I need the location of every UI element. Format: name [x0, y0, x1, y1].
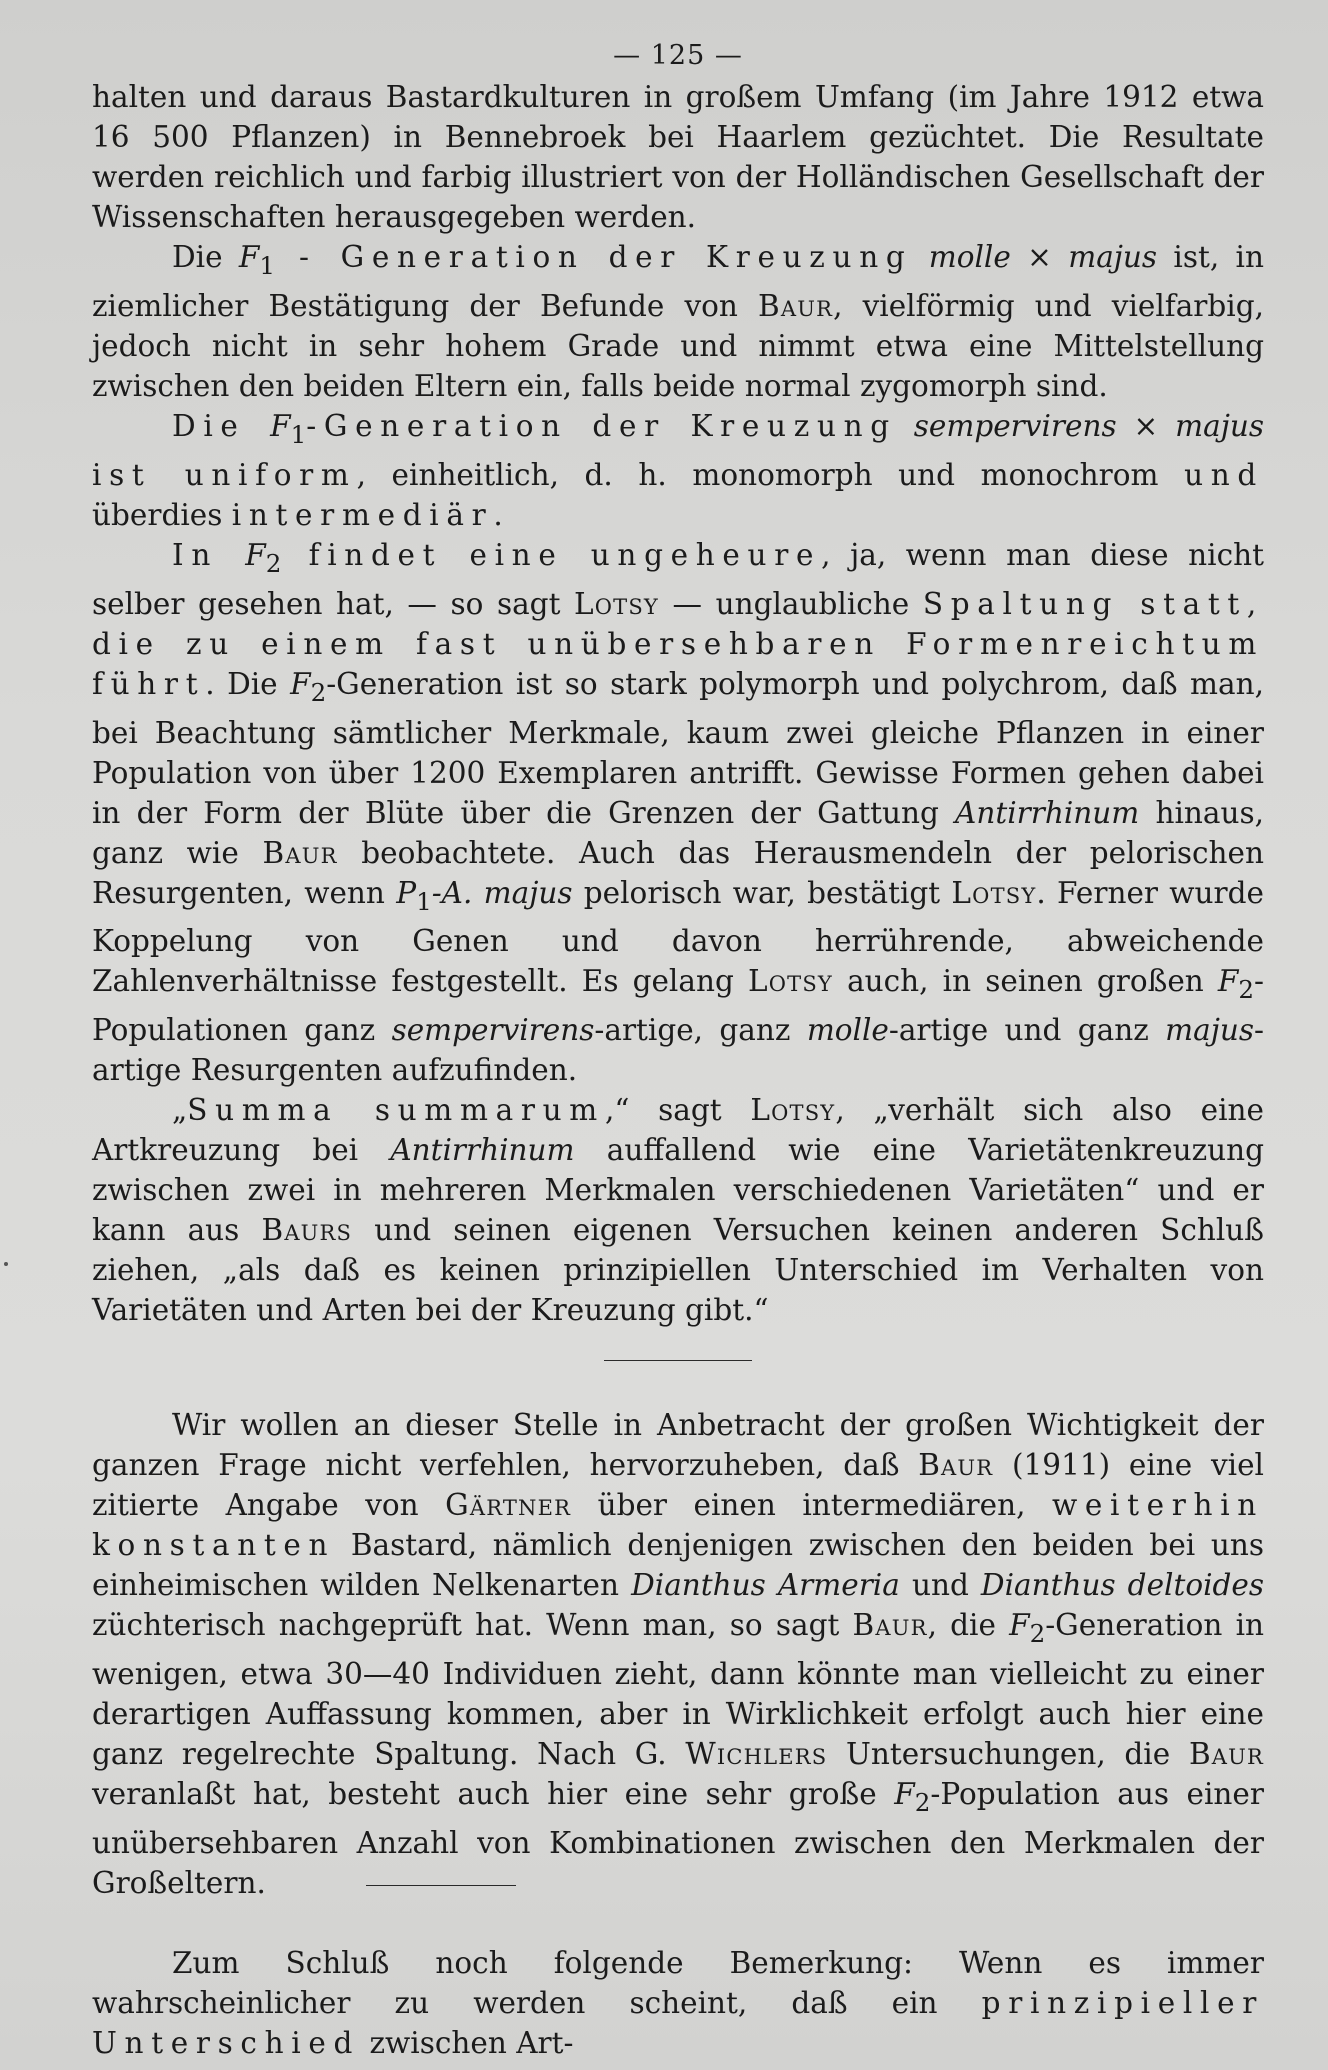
- scan-speck: [4, 1262, 8, 1266]
- paragraph-gap: [92, 1903, 1264, 1943]
- paragraph-4: In $F_2$ findet eine ungeheure, ja, wenn man diese nicht selber gesehen hat, — so sagt Lotsy — unglaubliche Spaltung statt, die zu einem fast unübersehbaren Formenreichtum führt. Die $F_2$-Generation ist so stark polymorph und polychrom, daß man, bei Beachtung sämtlicher Merkmale, kaum zwei gleiche Pflanzen in einer Population von über 1200 Exemplaren antrifft. Gewisse Formen gehen dabei in der Form der Blüte über die Grenzen der Gattung Antirrhinum hinaus, ganz wie Baur beobachtete. Auch das Herausmendeln der pelorischen Resurgenten, wenn $P_1-A$. majus pelorisch war, bestätigt Lotsy. Ferner wurde Koppelung von Genen und davon herrührende, abweichende Zahlenverhältnisse festgestellt. Es gelang Lotsy auch, in seinen großen $F_2$-Populationen ganz sempervirens-artige, ganz molle-artige und ganz majus-artige Resurgenten aufzufinden.: [92, 537, 1264, 1088]
- paragraph-1: halten und daraus Bastardkulturen in großem Umfang (im Jahre 1912 etwa 16 500 Pflanzen) in Bennebroek bei Haarlem gezüchtet. Die Resultate werden reichlich und farbig illustriert von der Holländischen Gesellschaft der Wissenschaften herausgegeben werden.: [92, 80, 1264, 234]
- section-divider: [604, 1360, 752, 1361]
- paragraph-6: Wir wollen an dieser Stelle in Anbetracht der großen Wichtigkeit der ganzen Frage nicht verfehlen, hervorzuheben, daß Baur (1911) eine viel zitierte Angabe von Gärtner über einen intermediären, weiterhin konstanten Bastard, nämlich denjenigen zwischen den beiden bei uns einheimischen wilden Nelkenarten Dianthus Armeria und Dianthus deltoides züchterisch nachgeprüft hat. Wenn man, so sagt Baur, die $F_2$-Generation in wenigen, etwa 30—40 Individuen zieht, dann könnte man vielleicht zu einer derartigen Auffassung kommen, aber in Wirklichkeit erfolgt auch hier eine ganz regelrechte Spaltung. Nach G. Wichlers Untersuchungen, die Baur veranlaßt hat, besteht auch hier eine sehr große $F_2$-Population aus einer unübersehbaren Anzahl von Kombinationen zwischen den Merkmalen der Großeltern.: [92, 1408, 1265, 1901]
- paragraph-3: Die $F_1$-Generation der Kreuzung sempervirens × majus ist uniform, einheitlich, d. h. monomorph und monochrom und überdies intermediär.: [92, 408, 1264, 532]
- paragraph-7: Zum Schluß noch folgende Bemerkung: Wenn es immer wahrscheinlicher zu werden scheint, daß ein prinzipieller Unterschied zwischen Art-: [92, 1946, 1264, 2061]
- page-number: — 125 —: [613, 40, 743, 71]
- paragraph-5: „Summa summarum,“ sagt Lotsy, „verhält sich also eine Artkreuzung bei Antirrhinum auffallend wie eine Varietätenkreuzung zwischen zwei in mehreren Merkmalen verschiedenen Varietäten“ und er kann aus Baurs und seinen eigenen Versuchen keinen anderen Schluß ziehen, „als daß es keinen prinzipiellen Unterschied im Verhalten von Varietäten und Arten bei der Kreuzung gibt.“: [92, 1093, 1265, 1328]
- short-divider: [366, 1885, 516, 1886]
- page-content: [92, 40, 1264, 2063]
- paragraph-2: Die $F_1$ - Generation der Kreuzung molle × majus ist, in ziemlicher Bestätigung der Befunde von Baur, vielförmig und vielfarbig, jedoch nicht in sehr hohem Grade und nimmt etwa eine Mittelstellung zwischen den beiden Eltern ein, falls beide normal zygomorph sind.: [92, 240, 1264, 403]
